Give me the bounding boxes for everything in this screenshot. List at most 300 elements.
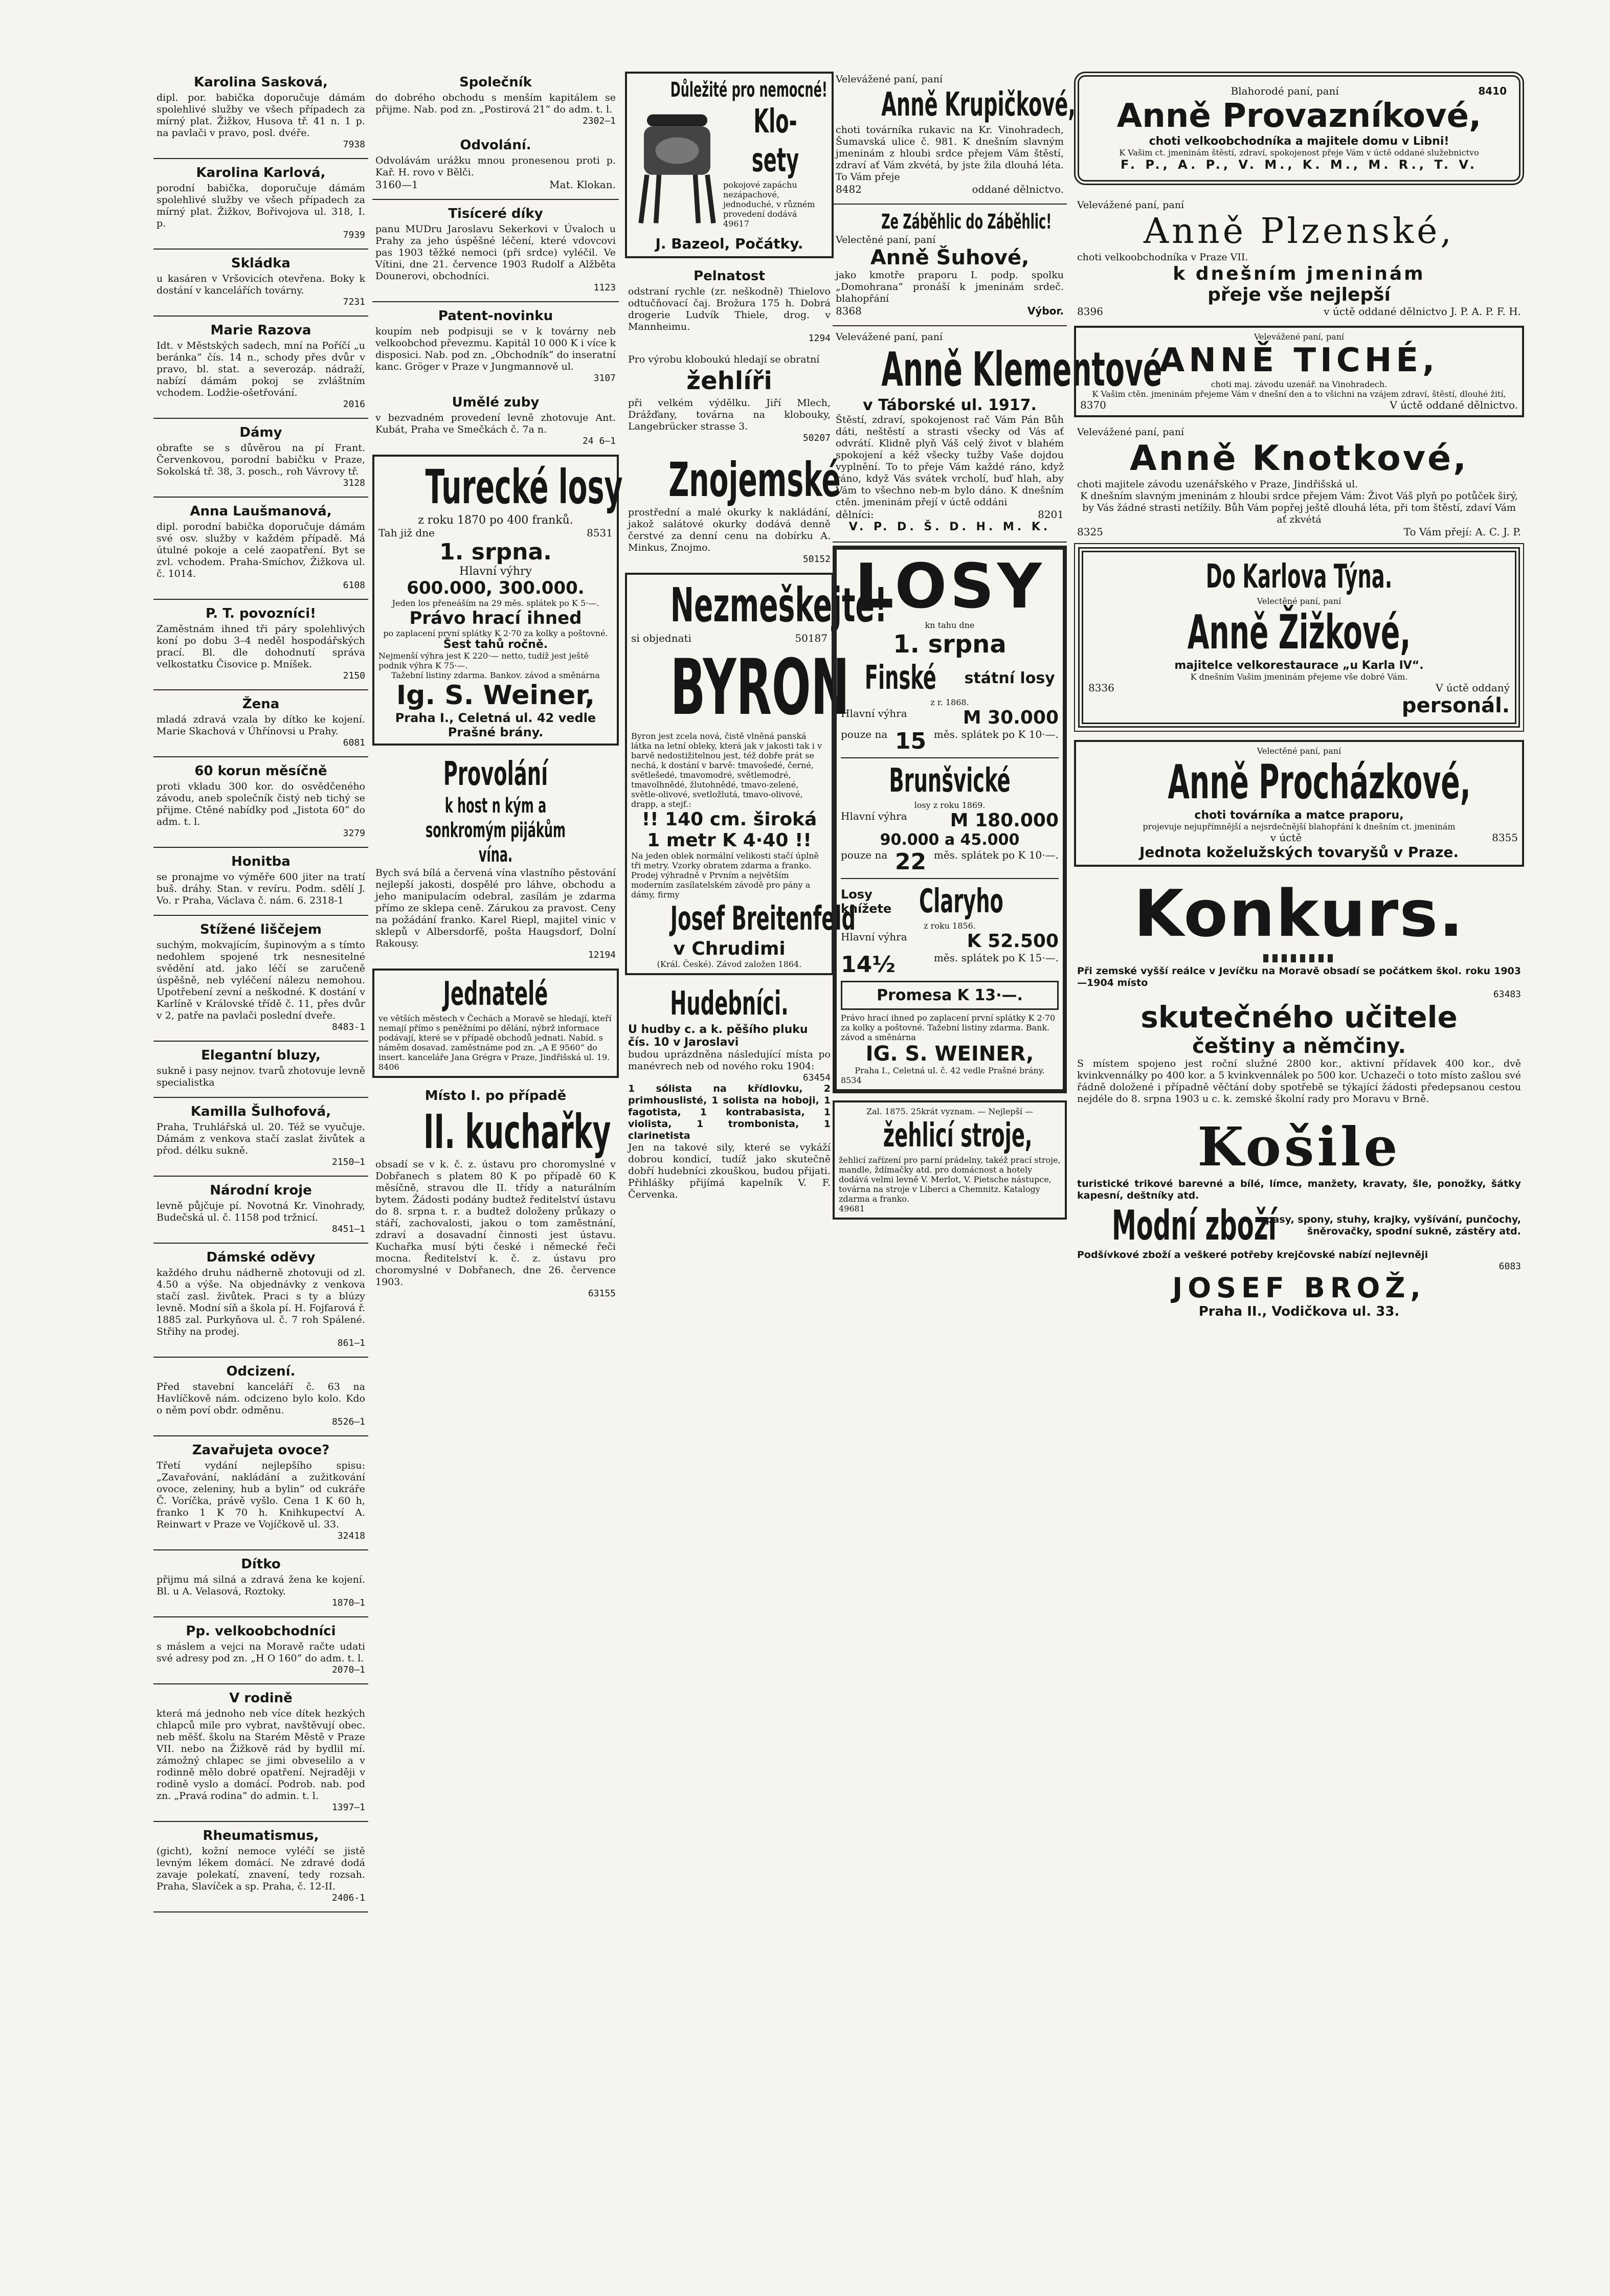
ad-signature: Výbor. [1027,305,1064,317]
ad-firm: J. Bazeol, Počátky. [655,235,803,252]
ad-body: S místem spojeno jest roční služné 2800 kor., aktivní přídavek 400 kor., dvě kvinkvennálky po 400 kor. a 5 kvinkvennálek po 500 kor. Uchazeči o toto místo zašlou své řádně doložené i případně věčtání doby spotřebě se týkající žádosti předepsanou cestou nejdéle do 8. srpna 1903 u c. k. zemské školní rady pro Moravu v Brně. [1077,1058,1521,1105]
ad-title: Jednatelé [443,975,548,1013]
classified-ad [153,693,368,750]
ad-provolani [372,753,619,962]
ad-body: v bezvadném provedení levně zhotovuje Ant. Kubát, Praha ve Smečkách č. 7a n. [375,412,616,435]
ad-heading: Blahorodé paní, paní [1231,85,1339,97]
ad-ref: 8406 [378,1062,399,1072]
ad-name: Anně Plzenské, [1144,211,1455,252]
ad-body: dipl. por. babička doporučuje dámám spolehlivé služby ve všech případech za mírný plat. Žižkov, Husova tř. 41 n. 1 p. na pavlači v pravo, posl. dvéře. [156,92,365,139]
ad-body: K dnešním Vašim jmeninám přejeme vše dobré Vám. [1190,672,1408,682]
ad-subtitle: majitelce velkorestaurace „u Karla IV“. [1174,659,1424,672]
ad-modni: Modní zboží [1112,1202,1277,1249]
ad-city: v Chrudimi [673,938,786,959]
ad-ref: 1397—1 [331,1802,365,1813]
ad-knotkove [1074,424,1524,540]
ad-divider [153,1683,368,1684]
ad-label: pouze na [841,728,888,740]
classified-ad [153,1439,368,1543]
ad-heading: Velectěné paní, paní [1257,596,1341,606]
ad-ref: 1123 [593,282,616,293]
ad-title: II. kuchařky [423,1105,611,1159]
ad-line: Tah již dne [378,527,435,539]
column-1 [153,72,368,2091]
ad-list: 1 sólista na křídlovku, 2 primhouslisté, 1 solista na hoboji, 1 fagotista, 1 kontrabasista, 1 violista, 1 trombonista, 1 clarinetista [628,1083,831,1141]
classified-ad [153,1687,368,1815]
ad-divider [153,418,368,419]
ad-body: každého druhu nádherně zhotovuji od zl. 4.50 a výše. Na objednávky z venkova stačí zasl. živůtek. Praci s ty a blúzy levně. Modní síň a škola pí. H. Fojfarová ř. 1885 zal. Purkyňova ul. č. 7 roh Spálené. Střihy na prodej. [156,1267,365,1337]
classified-ad [153,422,368,490]
ad-title: Turecké losy [425,460,623,514]
ad-title: žehlíři [686,367,772,395]
ad-heading: Zavařujeta ovoce? [192,1443,330,1458]
ad-body: Před stavební kanceláří č. 63 na Havlíčkově nám. odcizeno bylo kolo. Kdo o něm poví obdr. odměnu. [156,1381,365,1416]
ad-date: 1. srpna. [439,539,552,565]
ad-ref: 7231 [343,297,365,307]
ad-body: se pronajme vo výměře 600 jiter na tratí buš. dráhy. Stan. v revíru. Podm. sdělí J. Vo. r Praha, Václava č. nám. 6. 2318-1 [156,871,365,906]
ad-label: Hlavní výhra [841,810,907,822]
ad-body: K Vašim ctěn. jmeninám přejeme Vám v dnešní den a to všichni na vzájem zdraví, štěstí, dlouhé žití, [1092,389,1506,399]
ad-body: Byron jest zcela nová, čistě vlněná panská látka na letní obleky, která jak v jakosti tak i v barvě nedostižitelnou jest, též dobře prát se nechá, k dostání v barvě: tmavošedé, černé, světlešedé, tmavomodré, světlemodré, tmavolhnědé, žlutohnědé, tmavo-zelené, světle-olivové, svetložlutá, tmavo-olivové, drapp, a stejf.: [631,731,822,809]
ad-promesa: Promesa K 13·—. [841,981,1059,1010]
ad-losy [833,546,1067,1093]
ad-konkurs [1074,874,1524,1107]
ad-heading: Společník [459,75,532,90]
ad-pelnatost [625,265,834,346]
ad-subtitle: U hudby c. a k. pěšího pluku čís. 10 v Jaroslavi [628,1023,808,1049]
ad-body: proti vkladu 300 kor. do osvědčeného závodu, aneb společník čistý neb tichý se přijme. Ctěné nabídky pod „Jistota 60“ do adm. t. l. [156,781,365,827]
ad-body: Praha, Truhlářská ul. 20. Též se vyučuje. Dámám z venkova stačí zaslat živůtek a přod. délku sukně. [156,1121,365,1156]
ad-signature: v úctě oddané dělnictvo J. P. A. P. F. H. [1324,305,1521,318]
ad-heading: P. T. povozníci! [206,606,316,621]
ad-body: porodní babička, doporučuje dámám spolehlivé služby ve všech případech za mírný plat. Žižkov, Bořivojova ul. 318, I. p. [156,183,365,229]
ad-heading: Karolina Karlová, [196,165,326,181]
ad-date: 1. srpna [893,630,1007,659]
ad-ref: 7939 [343,230,365,240]
classified-ad [153,603,368,683]
ad-subtitle: choti velkoobchodníka a majitele domu v Libni! [1149,135,1449,148]
ad-ref: 2150 [343,670,365,681]
ad-body: turistické trikové barevné a bílé, límce, manžety, kravaty, šle, ponožky, šátky kapesní, deštníky atd. [1077,1178,1521,1201]
ad-subtitle: choti majitele závodu uzenářského v Praze, Jindřišská ul. [1077,479,1358,490]
ad-zizkove [1078,547,1520,728]
ad-name: Anně Krupičkové, [881,86,1076,124]
ad-name: Anně Šuhové, [870,246,1030,269]
ad-body: (gicht), kožní nemoce vyléčí se jistě levným lékem domácí. Ne zdravé dodá zavaje polekatí, znavení, tedy rozsah. Praha, Slavíček a sp. Praha, č. 12-II. [156,1845,365,1892]
ad-heading: Dítko [241,1557,281,1572]
ad-heading: Elegantní bluzy, [201,1048,321,1063]
ad-divider [153,158,368,159]
ad-word: sety [751,142,799,179]
classified-ad [153,72,368,152]
ad-heading: Národní kroje [210,1183,312,1198]
ad-body: přijmu má silná a zdravá žena ke kojení. Bl. u A. Velasová, Roztoky. [156,1574,365,1597]
ad-heading: Karolina Sasková, [194,75,328,90]
ad-body: K Vašim ct. jmeninám štěstí, zdraví, spokojenost přeje Vám v úctě oddané služebnictvo [1119,148,1479,157]
ad-body: budou uprázdněna následující místa po manévrech neb od nového roku 1904: [628,1049,831,1072]
classified-ad [153,1247,368,1350]
ad-turecke-losy [372,455,623,746]
ad-ref: 50152 [802,554,831,565]
ad-ref: 8370 [1080,399,1106,411]
ad-title: Konkurs. [1133,876,1465,951]
ad-ref: 3107 [593,373,616,384]
ad-ref: 8526—1 [331,1416,365,1427]
classified-ad [153,1361,368,1429]
ad-subtitle: k host n kým a sonkromým pijákům vína. [425,794,566,867]
ad-address: Praha I., Celetná ul. č. 42 vedle Prašné brány. [855,1066,1045,1075]
ad-name: Anně Klementové [881,342,1162,397]
ad-title: Provolání [443,755,548,793]
ad-ref: 2150—1 [331,1157,365,1167]
ad-diky [372,203,619,295]
ad-heading: Velevážené paní, paní [1077,199,1184,211]
ad-divider [153,1243,368,1244]
ad-body: Na jeden oblek normální velikosti stačí úplně tři metry. Vzorky obratem zdarma a franko. Prodej výhradně v Prvním a největším moderním zasílatelském závodě pro pány a dámy, firmy [631,851,819,899]
ad-brunsvicke: Brunšvické [889,762,1011,800]
ad-title: Hudebníci. [670,985,789,1023]
ad-body: pokojové zapáchu nezápachové, jednoduché, v různém provedení dodává [723,180,815,219]
ad-misto [372,1085,619,1301]
ad-body: Odvolávám urážku mnou pronesenou proti p. Kař. H. rovo v Bělči. [375,155,616,178]
ad-ref: 8410 [1478,85,1507,97]
ad-line: kn tahu dne [925,620,975,630]
ad-divider [153,689,368,690]
ad-divider [153,1549,368,1550]
ad-address: Praha I., Celetná ul. 42 vedle Prašné brány. [395,711,596,739]
ad-divider [153,1097,368,1098]
ad-word: Klo- [753,103,797,141]
ad-heading: Pelnatost [694,268,765,284]
ad-signature: Jednota koželužských tovaryšů v Praze. [1139,844,1459,861]
ad-ref: 8355 [1492,831,1518,844]
ad-line: Nejmenší výhra jest K 220·— netto, tudíž jest ještě podnik výhra K 75·—. [378,651,589,670]
ad-initials: F. P., A. P., V. M., K. M., M. R., T. V. [1120,157,1478,172]
ad-label: pouze na [841,849,888,861]
ad-heading: Pp. velkoobchodníci [186,1624,336,1639]
ad-heading: Umělé zuby [452,395,540,410]
classified-ad [153,851,368,909]
ad-heading: Honitba [231,854,290,869]
ad-installments: měs. splátek po K 15·—. [933,952,1059,964]
ad-firm: Josef Breitenfeld [670,900,856,938]
ad-body: která má jednoho neb více dítek hezkých chlapců mile pro vybrat, navštěvují obec. neb měšť. školu na Starém Městě v Praze VII. nebo na Žižkově rád by bydlil mí. zámožný chlapec se jimi obveselilo a v rodinně mělo dobré opatření. Nejraději v rodině vyslo a domácí. Podrob. nab. pod zn. „Pravá rodina“ do admin. t. l. [156,1708,365,1802]
ad-ref: 8451—1 [331,1224,365,1234]
ad-signature: dělníci: [836,508,874,521]
ad-patent [372,305,619,386]
ad-body: Zaměstnám ihned tři páry spolehlivých koní po dobu 3–4 neděl hospodářských prací. Bl. dle dohodnutí správa velkostatku Čisovice p. Mníšek. [156,623,365,670]
ad-ref: 32418 [337,1530,365,1541]
ad-heading: Žena [242,696,280,712]
ad-divider [153,599,368,600]
classified-ad [153,162,368,242]
ad-year: z r. 1868. [930,697,969,707]
classified-ad [153,760,368,841]
ad-signature: V úctě oddané dělnictvo. [1390,399,1518,411]
ad-body: mladá zdravá vzala by dítko ke kojení. Marie Skachová v Úhřínovsi u Prahy. [156,714,365,737]
ad-body: levně půjčuje pí. Novotná Kr. Vinohrady, Budečská ul. č. 1158 pod tržnicí. [156,1200,365,1223]
ad-body: do dobrého obchodu s menším kapitálem se přijme. Nab. pod zn. „Postirová 21“ do adm. t. l. [375,92,616,115]
ad-zuby [372,392,619,448]
ad-body: panu MUDru Jaroslavu Sekerkovi v Úvaloch u Prahy za jeho úspěšné léčení, které vdovcovi pas 1903 těžké nemoci (při srdce) vyléčil. Ve Vítini, dne 21. července 1903 Rudolf a Alžběta Dounerovi, obchodníci. [375,223,616,282]
ad-heading: Odvolání. [460,138,531,153]
ad-spolecnik [372,72,619,128]
ad-ref: 2302—1 [582,116,616,126]
ad-heading: Velevážené paní, paní [836,74,943,85]
ad-heading: Pro výrobu kloboukú hledají se obratní [628,354,820,365]
ad-heading: Marie Razova [210,323,311,338]
ad-heading: V rodině [229,1691,293,1706]
ad-divider [153,497,368,498]
ad-ref: 8531 [587,527,613,539]
ad-name: Anně Procházkové, [1168,755,1471,809]
classified-ad [153,1101,368,1169]
ad-heading: Odcizení. [226,1364,296,1379]
ad-label: Hlavní výhra [841,707,907,719]
ad-body: s máslem a vejci na Moravě račte udati své adresy pod zn. „H O 160“ do adm. t. l. [156,1641,365,1664]
ad-ref: 63454 [802,1072,831,1083]
ad-name: Anně Provazníkové, [1116,97,1482,135]
ad-body: u kasáren v Vršovicích otevřena. Boky k dostání v kancelářích továrny. [156,273,365,296]
ad-ref: 12194 [588,950,616,960]
classified-ad [153,1554,368,1610]
ad-body: jako kmotře praporu I. podp. spolku „Domohrana“ pronáší k jmeninám srdeč. blahopřání [836,269,1064,304]
ad-znojemske [625,452,841,567]
ad-divider [153,1041,368,1042]
ad-body: Idt. v Městských sadech, mní na Poříčí „u beránka“ čís. 14 n., schody přes dvůr v pravo, bl. stat. a severozáp. nádraží, nabízí dámám pokoj se zvláštním vchodem. Lodžie-ošetřování. [156,340,365,398]
ad-kosile [1074,1113,1524,1321]
ad-signature: oddané dělnictvo. [972,183,1064,195]
ad-zehlire [625,352,834,445]
ad-ref: 49681 [839,1204,865,1213]
ad-prizes: 90.000 a 45.000 [880,831,1020,849]
ad-months: 14½ [841,952,896,978]
ad-ref: 2070—1 [331,1664,365,1675]
ad-label: Hlavní výhra [841,931,907,943]
ad-body: Štěstí, zdraví, spokojenost rač Vám Pán Bůh dáti, neštěstí a strasti všecky od Vás ať odvrátí. Klidně plyň Váš celý život v blahém spokojení a kéž všecky tužby Vaše dojdou vyplnění. To to přeje Vám každé ráno, když ráno, když Vás svátek vrcholí, buď hlah, aby Vám to všechno neb-m bylo dáno. K dnešním ctěn. jmeninám přejí v úctě oddáni [836,414,1064,508]
ad-subtitle: si objednati [631,632,691,644]
ad-plzenske [1074,197,1524,320]
ad-provaznikove [1074,72,1524,185]
ad-line: Právo hrací ihned [409,608,582,628]
ad-body: žehlicí zařízení pro parní prádelny, takéž prací stroje, mandle, ždímačky atd. pro domácnost a hotely dodává velmi levně V. Merlot, V. Pietsche nástupce, továrna na stroje v Liberci a Chemnitz. Katalogy zdarma a franko. [839,1155,1061,1204]
ad-ref: 1294 [808,333,831,344]
classified-ad [153,919,368,1034]
ad-divider [153,1911,368,1912]
ad-line: po zaplacení první splátky K 2·70 za kolky a poštovné. [383,628,608,638]
ad-ref: 8482 [836,183,862,195]
ad-ref: 861—1 [337,1338,365,1348]
ad-line: k dnešním jmeninám [1173,263,1425,284]
ad-ref: 50187 [795,632,828,644]
ad-body: choti továrníka rukavic na Kr. Vinohradech, Šumavská ulice č. 981. K dnešním slavným jmeninám z hloubi srdce přejem Vám štěstí, zdraví ať Vám zkvétá, by jste žila dlouhá léta. To Vám přeje [836,124,1064,183]
ad-body: koupím neb podpisuji se v k továrny neb velkoobchod převezmu. Kapitál 10 000 K i více k disposici. Nab. pod zn. „Obchodník“ do inseratní kanc. Gröger v Praze v Jungmannově ul. [375,326,616,372]
ad-title: Do Karlova Týna. [1205,558,1393,596]
ad-title: LOSY [855,551,1045,622]
ad-body: dipl. porodní babička doporučuje dámám své osv. služby v každém případě. Má útulné pokoje a celé zaopatření. Byt se zvl. vchodem. Praha-Smíchov, Žižkova ul. č. 1014. [156,521,365,579]
ad-heading: Zal. 1875. 25krát vyznam. — Nejlepší — [866,1107,1034,1116]
ad-ref: 6081 [343,737,365,748]
classified-ad [153,1825,368,1905]
ad-heading: Skládka [231,256,290,271]
ad-divider [153,1176,368,1177]
ad-line: Jeden los přeneáším na 29 měs. splátek po K 5·—. [392,598,599,608]
ad-odvolani [372,134,619,193]
ad-heading: 60 korun měsíčně [194,763,327,779]
ad-mid: skutečného učitele [1141,1000,1458,1034]
ad-hudebnici [625,982,834,1203]
ad-heading: Patent-novinku [438,308,553,324]
ad-name: Anně Žižkové, [1187,605,1411,660]
column-2 [372,72,623,2091]
ad-body: projevuje nejupřímnější a nejsrdečnější blahopřání k dnešním ct. jmeninám [1143,822,1456,831]
ad-line: Šest tahů ročně. [443,638,548,651]
ad-body: K dnešním slavným jmeninám z hloubi srdce přejem Vám: Život Váš plyň po potůček širý, by Vás žádné strasti netížily. Bůh Vám popřej ještě dlouhá léta, při tom štěstí, zdaví Vám ať zkvétá [1080,490,1518,525]
ad-body: prostřední a malé okurky k nakládání, jakož salátové okurky dodává denně čerstvé za denní cenu na dobírku A. Minkus, Znojmo. [628,507,831,553]
ad-prize: M 30.000 [963,707,1059,728]
ad-prize: M 180.000 [950,810,1059,831]
ad-ref: 8325 [1077,526,1103,538]
ad-name: Anně Knotkové, [1130,438,1468,479]
ad-divider [153,316,368,317]
ad-signature: V úctě oddaný [1436,682,1510,694]
ad-signature: Mat. Klokan. [549,178,616,191]
ad-installments: měs. splátek po K 10·—. [933,849,1059,861]
ad-year: losy z roku 1869. [914,800,986,810]
ad-jednatele [372,969,619,1078]
column-5 [1074,72,1524,2091]
ad-ref: 3279 [343,828,365,839]
ad-divider [153,847,368,848]
ad-heading: Velectěné paní, paní [1257,746,1341,756]
ad-heading: Velevážené paní, paní [836,331,943,343]
ad-subtitle: choti velkoobchodníka v Praze VII. [1077,252,1248,263]
ad-installments: měs. splátek po K 10·—. [933,728,1059,740]
ornament-divider [1263,954,1335,962]
ad-zehlici-stroje [833,1100,1067,1220]
ad-price: 1 metr K 4·40 !! [647,830,812,851]
ad-heading: Kamilla Šulhofová, [190,1104,331,1119]
ad-heading: Stížené liščejem [199,922,322,937]
ad-ref: 8201 [1038,508,1064,521]
ad-price: !! 140 cm. široká [641,809,817,830]
ad-title: žehlicí stroje, [883,1117,1033,1155]
ad-body: Při zemské vyšší reálce v Jevíčku na Moravě obsadí se počátkem škol. roku 1903—1904 místo [1077,965,1521,988]
ad-line: z roku 1870 po 400 franků. [418,514,573,527]
ad-brand: BYRON [670,643,849,732]
ad-divider [153,1821,368,1822]
ad-months: 15 [895,728,927,754]
ad-heading: Anna Laušmanová, [190,504,332,519]
ad-prize: K 52.500 [967,931,1059,952]
classified-ad [153,1180,368,1236]
ad-body: Jen na takové sily, které se vykáží dobrou kondicí, tudíž jako skutečně dobří hudebníci zkouškou, budou přijati. Přihlášky přijímá kapelník V. F. Červenka. [628,1142,831,1200]
ad-ref: 8368 [836,305,862,317]
ad-ref: 8534 [841,1075,862,1085]
ad-ref: 2406-1 [331,1893,365,1903]
ad-finske: Finské [864,659,936,697]
ad-clary: Claryho [919,883,1003,920]
ad-body: Bych svá bílá a červená vína vlastního pěstování nejlepší jakosti, dospělé pro láhve, obchodu a jeho manipulacím odebral, zasílám je zdarma přímo ze sklepa ceně. Zárukou za pravost. Ceny na požádání franko. Karel Riepl, majitel vinic v sklepů v Albersdorfě, pošta Haugsdorf, Dolní Rakousy. [375,867,616,949]
classified-ad [153,253,368,309]
ad-subtitle: choti maj. závodu uzenář. na Vinohradech. [1211,379,1388,389]
ad-wish: přeje vše nejlepší [1208,284,1391,305]
ad-statni: státní losy [964,669,1055,687]
ad-body: sukně i pasy nejnov. tvarů zhotovuje levně specialistka [156,1065,365,1088]
classified-ad [153,1620,368,1677]
ad-ref: 3160—1 [375,178,418,191]
ad-title: Nezmeškejte! [670,578,887,633]
ad-ref: 7938 [343,139,365,150]
ad-ref: 6108 [343,580,365,591]
ad-initials: V. P. D. Š. D. H. M. K. [848,521,1051,533]
ad-divider [153,915,368,916]
closet-chair-icon [631,102,723,235]
ad-heading: Ze Záběhlic do Záběhlic! [881,210,1052,234]
ad-body: při velkém výdělku. Jiří Mlech, Drážďany, továrna na klobouky, Langebrücker strasse 3. [628,397,831,432]
ad-subtitle: češtiny a němčiny. [1192,1034,1406,1058]
ad-body: ve větších městech v Čechách a Moravě se hledají, kteří nemají přímo s peněžními po dělání, nýbrž informace podávají, které se v případě obchodů jednati. Nabíd. s náměm dosavad. zaměstnáme pod zn. „A E 9560“ do insert. kanceláře Jana Grégra v Praze, Jindřišská ul. 19. [378,1014,612,1062]
ad-body: Třetí vydání nejlepšího spisu: „Zavařování, nakládání a zužitkování ovoce, zeleniny, hub a bylin“ od cukráře Č. Voríčka, právě vyšlo. Cena 1 K 60 h, franko 1 K 70 h. Knihkupectví A. Reinwart v Praze ve Vojíčkově ul. 33. [156,1460,365,1530]
ad-address: Praha II., Vodičkova ul. 33. [1198,1304,1400,1319]
ad-name: ANNĚ TICHÉ, [1159,342,1439,379]
ad-heading: Dámy [239,425,282,440]
ad-body: obsadí se v k. č. z. ústavu pro choromyslné v Dobřanech s platem 80 K po případě 60 K měsíčně, stravou dle II. třídy a naturálním bytem. Žádosti podány budtež ředitelství ústavu do 8. srpna t. r. a budtež doloženy průkazy o stáří, zachovalosti, jakou o tom zaměstnání, zdraví a dosavadní činnosti jest ústavu. Kuchařka musí býti české i německé řeči mocna. Ředitelství k. č. z. ústavu pro choromyslné v Dobřanech, dne 26. července 1903. [375,1159,616,1288]
ad-ref: 6083 [1499,1261,1521,1272]
ad-heading: Tisíceré díky [448,206,543,221]
ad-body: Podšívkové zboží a veškeré potřeby krejčovské nabízí nejlevněji [1077,1249,1428,1260]
ad-tiche [1074,326,1524,417]
ad-body: odstraní rychle (zr. neškodně) Thielovo odtučňovací čaj. Brožura 175 h. Dobrá drogerie Ludvík Thiele, drog. v Mannheimu. [628,286,831,332]
ad-ref: 3128 [343,478,365,488]
ad-heading: Rheumatismus, [203,1828,319,1843]
ad-ref: 63483 [1493,989,1521,1000]
ad-street: v Táborské ul. 1917. [863,396,1037,414]
ad-ref: 24 6—1 [582,436,616,446]
classified-ad [153,320,368,412]
ad-ref: 63155 [588,1288,616,1299]
ad-body: Právo hrací ihned po zaplacení první splátky K 2·70 za kolky a poštovné. Tažební listiny zdarma. Bank. závod a směnárna [841,1013,1056,1042]
ad-subtitle: Velectěné paní, paní [836,234,936,245]
ad-ref: 2016 [343,399,365,410]
ad-ref: 8396 [1077,305,1103,318]
ad-prochazkove [1074,740,1524,867]
ad-line: Tažební listiny zdarma. Bankov. závod a směnárna [391,670,600,680]
ad-krupickove [833,72,1076,197]
ad-subtitle: choti továrníka a matce praporu, [1194,809,1404,822]
ad-body: obraťte se s důvěrou na pí Frant. Červenkovou, porodní babičku v Praze, Sokolská tř. 38, 3. posch., roh Vávrovy tř. [156,442,365,477]
classified-ad [153,501,368,593]
ad-suhove [833,208,1067,319]
ad-heading: Velevážené paní, paní [1077,426,1184,438]
ad-wins: 600.000, 300.000. [407,578,585,598]
ad-klosety [625,72,834,258]
classified-ad [153,1045,368,1091]
ad-body: suchým, mokvajícím, šupinovým a s tímto nedohlem spojené trk nesnesitelné svědění atd. jako léčí se zaručeně úspěšně, neb vyléčení nálezu nemohou. Upotřebení zevní a neškodné. K dostání v Karlíně v Královské třídě č. 11, přes dvůr v 2, patře na pavlači poslední dveře. [156,939,365,1021]
ad-divider [153,1435,368,1436]
ad-signature: To Vám přejí: A. C. J. P. [1403,526,1521,538]
ad-ref: 50207 [802,433,831,443]
ad-firm: IG. S. WEINER, [865,1042,1034,1066]
ad-months: 22 [895,849,927,875]
ad-ref: 8336 [1088,682,1114,694]
ad-divider [153,1616,368,1617]
ad-divider [153,249,368,250]
ad-line: Hlavní výhry [459,565,532,578]
ad-firm: Ig. S. Weiner, [396,680,595,711]
ad-knize: Losy knížete [841,887,892,916]
ad-heading: Místo I. po případě [424,1088,567,1104]
